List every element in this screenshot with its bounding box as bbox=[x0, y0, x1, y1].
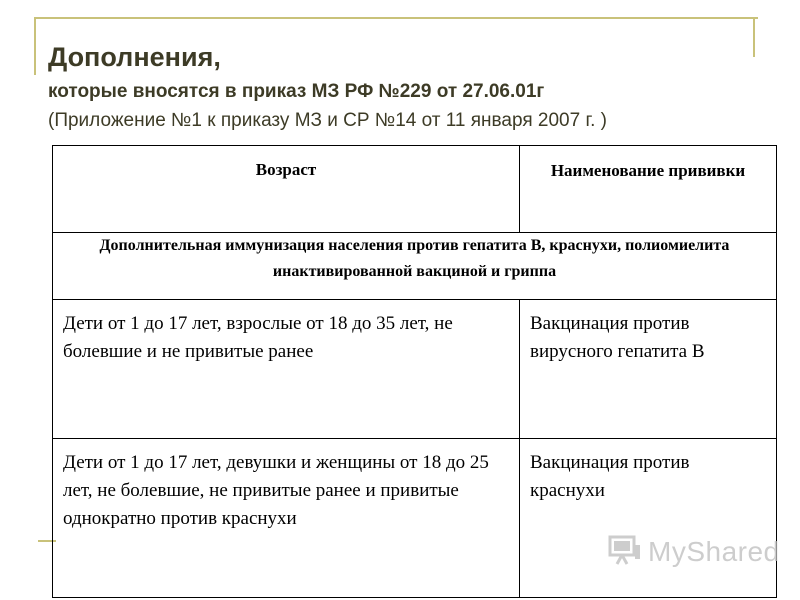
age-cell: Дети от 1 до 17 лет, девушки и женщины от 18 до 25 лет, не болевшие, не привитые ранее и привитые однократно против краснухи bbox=[53, 439, 520, 598]
vaccine-cell: Вакцинация против вирусного гепатита В bbox=[520, 300, 777, 439]
section-row bbox=[53, 233, 777, 300]
watermark-text: MyShared bbox=[648, 536, 780, 567]
decorative-left-line bbox=[34, 17, 36, 75]
vaccine-cell: Вакцинация против краснухи bbox=[520, 439, 777, 598]
section-row-text: Дополнительная иммунизация населения против гепатита В, краснухи, полиомиелита инактивированной вакциной и гриппа bbox=[53, 233, 777, 300]
decorative-top-line bbox=[34, 17, 758, 19]
watermark-logo bbox=[608, 532, 780, 572]
title-block bbox=[48, 40, 788, 134]
header-age: Возраст bbox=[53, 146, 520, 233]
table-row bbox=[53, 300, 777, 439]
table-header-row bbox=[53, 146, 777, 233]
table-row bbox=[53, 439, 777, 598]
header-vaccine: Наименование прививки bbox=[520, 146, 777, 233]
page-title: Дополнения, bbox=[48, 42, 221, 72]
vaccination-table bbox=[52, 145, 777, 598]
projector-screen-icon bbox=[608, 533, 642, 572]
page-note: (Приложение №1 к приказу МЗ и СР №14 от 11 января 2007 г. ) bbox=[48, 110, 607, 131]
age-cell: Дети от 1 до 17 лет, взрослые от 18 до 35 лет, не болевшие и не привитые ранее bbox=[53, 300, 520, 439]
page-subtitle: которые вносятся в приказ МЗ РФ №229 от 27.06.01г bbox=[48, 81, 545, 102]
